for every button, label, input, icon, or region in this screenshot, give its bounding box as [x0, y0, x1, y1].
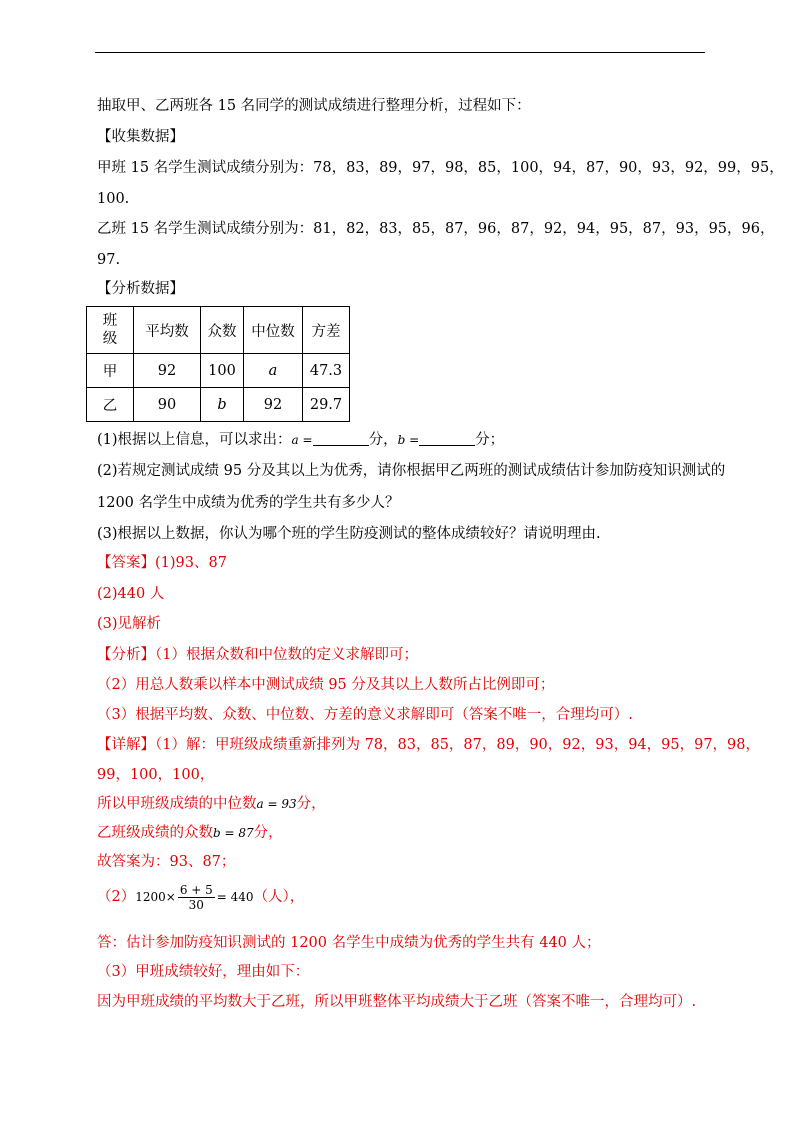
header-class-part: 班 [102, 313, 118, 329]
cell-mean: 92 [134, 354, 201, 388]
detail-9: 因为甲班成绩的平均数大于乙班，所以甲班整体平均成绩大于乙班（答案不唯一，合理均可）. [97, 994, 697, 1010]
q1-b-blank [419, 431, 475, 446]
question-1 [97, 430, 504, 450]
analysis-2: （2）用总人数乘以样本中测试成绩 95 分及其以上人数所占比例即可； [97, 677, 555, 693]
class-b-data-line2: 97. [97, 252, 121, 268]
detail-1: 【详解】（1）解：甲班级成绩重新排列为 78，83，85，87，89，90，92，93，94，95，97，98， [97, 737, 760, 753]
detail3-prefix: 所以甲班级成绩的中位数 [97, 796, 257, 812]
q1-sep: 分， [368, 432, 398, 448]
detail-5: 故答案为：93、87； [97, 854, 236, 870]
class-a-data-line1: 甲班 15 名学生测试成绩分别为：78，83，89，97，98，85，100，94，87，90，93，92，99，95， [97, 160, 784, 176]
header-median: 中位数 [244, 307, 303, 354]
header-class-part: 级 [102, 331, 118, 347]
class-a-data-line2: 100. [97, 191, 130, 207]
detail-8: （3）甲班成绩较好，理由如下： [97, 964, 310, 980]
stats-table [86, 306, 350, 422]
q1-prefix: (1)根据以上信息，可以求出： [97, 432, 292, 448]
header-mean: 平均数 [134, 307, 201, 354]
formula-fraction [178, 883, 215, 912]
question-2-line1: (2)若规定测试成绩 95 分及其以上为优秀，请你根据甲乙两班的测试成绩估计参加防疫知识测试的 [97, 463, 726, 479]
answer-1: 【答案】(1)93、87 [97, 555, 227, 571]
question-3: (3)根据以上数据，你认为哪个班的学生防疫测试的整体成绩较好？请说明理由. [97, 526, 601, 542]
collect-heading: 【收集数据】 [97, 129, 184, 145]
cell-variance: 47.3 [303, 354, 350, 388]
header-variance: 方差 [303, 307, 350, 354]
q1-a-blank [313, 431, 369, 446]
cell-median: a [244, 354, 303, 388]
intro-text: 抽取甲、乙两班各 15 名同学的测试成绩进行整理分析，过程如下： [97, 98, 531, 114]
cell-mode: b [201, 388, 244, 422]
header-rule [95, 52, 705, 53]
class-b-data-line1: 乙班 15 名学生测试成绩分别为：81，82，83，85，87，96，87，92，94，95，87，93，95，96， [97, 221, 775, 237]
formula-left: 1200× [135, 890, 176, 904]
cell-variance: 29.7 [303, 388, 350, 422]
detail6-suffix: （人）， [253, 889, 305, 905]
q1-suffix: 分； [475, 432, 505, 448]
header-mode: 众数 [201, 307, 244, 354]
detail-2: 99，100，100， [97, 767, 215, 783]
detail-4 [97, 823, 283, 843]
median-math: a = 93 [256, 797, 297, 811]
cell-mode: 100 [201, 354, 244, 388]
question-2-line2: 1200 名学生中成绩为优秀的学生共有多少人？ [97, 495, 400, 511]
detail-6-formula [97, 880, 304, 914]
analyze-heading: 【分析数据】 [97, 281, 184, 297]
q1-a-label: a = [291, 433, 313, 447]
table-row [87, 388, 350, 422]
formula-right: = 440 [216, 890, 254, 904]
detail4-prefix: 乙班级成绩的众数 [97, 825, 213, 841]
fraction-numerator: 6 + 5 [179, 882, 213, 897]
mode-math: b = 87 [213, 826, 254, 840]
table-header-row [87, 307, 350, 354]
detail-7: 答：估计参加防疫知识测试的 1200 名学生中成绩为优秀的学生共有 440 人； [97, 935, 601, 951]
header-class [87, 307, 134, 354]
fraction-denominator: 30 [188, 897, 204, 912]
table-row [87, 354, 350, 388]
detail-3 [97, 794, 326, 814]
detail4-suffix: 分， [253, 825, 283, 841]
analysis-1: 【分析】（1）根据众数和中位数的定义求解即可； [97, 647, 418, 663]
answer-2: (2)440 人 [97, 586, 165, 602]
cell-class: 甲 [87, 354, 134, 388]
answer-3: (3)见解析 [97, 616, 162, 632]
analysis-3: （3）根据平均数、众数、中位数、方差的意义求解即可（答案不唯一，合理均可）. [97, 707, 633, 723]
cell-mean: 90 [134, 388, 201, 422]
detail6-prefix: （2） [97, 889, 136, 905]
q1-b-label: b = [397, 433, 420, 447]
cell-median: 92 [244, 388, 303, 422]
cell-class: 乙 [87, 388, 134, 422]
detail3-suffix: 分， [296, 796, 326, 812]
